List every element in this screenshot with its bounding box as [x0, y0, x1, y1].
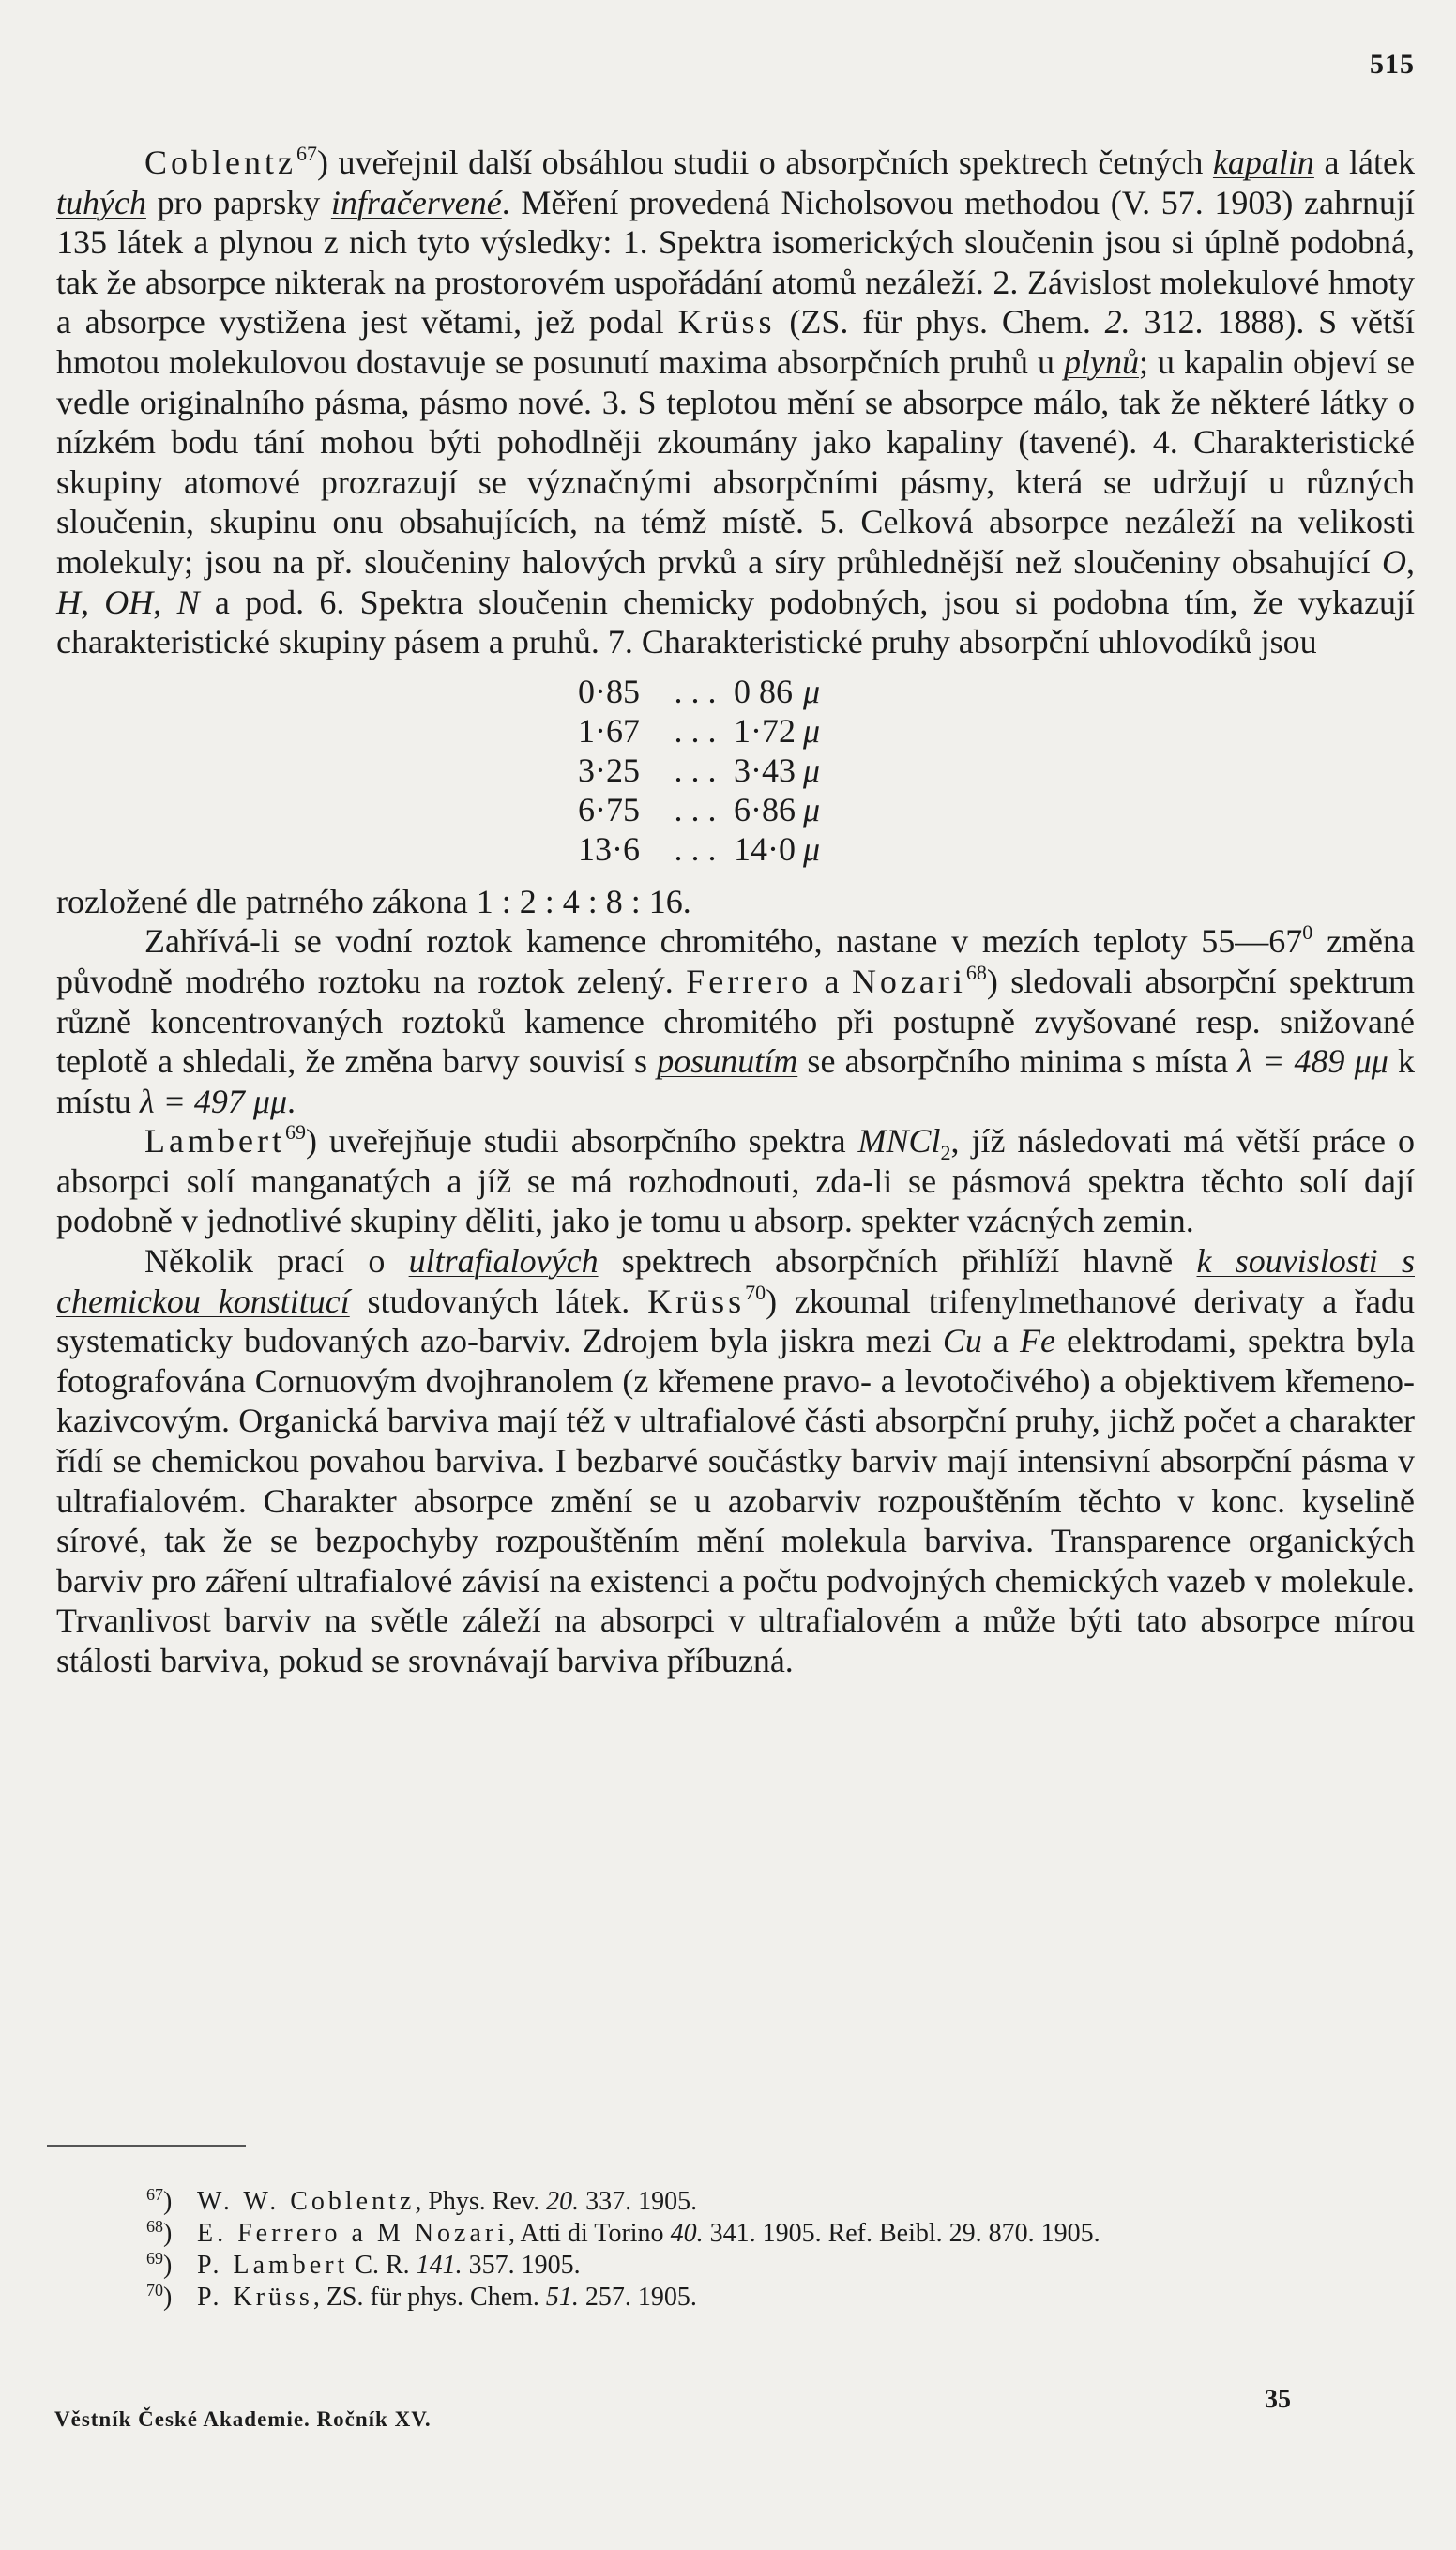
band-separator: . . .: [674, 672, 717, 710]
band-row: [578, 751, 820, 790]
footnote-author: P. Lambert: [197, 2251, 349, 2280]
text-run: Zahřívá-li se vodní roztok kamence chromitého, nastane v mezích teploty 55—67: [144, 922, 1303, 961]
text-run: , jíž následovati má větší práce o absorpci solí manganatých a jíž se má rozhodnouti, zda-li se pásmová spektra těchto solí dají podobně v jednotlivé skupiny děliti, jako je tomu u absorp. spekter vzácných zemin.: [56, 1122, 1415, 1240]
footnote-text: C. R.: [348, 2251, 417, 2280]
term-tuhych: tuhých: [56, 183, 146, 221]
footnote-volume: 51.: [545, 2283, 579, 2312]
band-separator: . . .: [674, 711, 717, 750]
band-high: 1·72: [734, 711, 796, 750]
footnote-item: [131, 2250, 1426, 2282]
text-run: elektrodami, spektra byla fotografována Cornuovým dvojhranolem (z křemene pravo- a levotočivého) a objektivem křemeno-kazivcovým. Organická barviva mají též v ultrafialové části absorpční pruhy, jichž počet a charakter řídí se chemickou povahou barviva. I bezbarvé součástky barviv mají intensivní absorpční pásma v ultrafialovém. Charakter absorpce změní se u azobarviv rozpouštěním těchto v konc. kyselině sírové, tak že se bezpochyby rozpouštěním mění molekula barviva. Transparence organických barviv pro záření ultrafialové závisí na existenci a počtu podvojných chemických vazeb v molekule. Trvanlivost barviv na světle záleží na absorpci v ultrafialovém a může býti tato absorpce mírou stálosti barviva, pokud se srovnávají barviva příbuzná.: [56, 1322, 1415, 1679]
term-ultrafialovych: ultrafialových: [408, 1242, 599, 1281]
text-run: spektrech absorpčních přihlíží hlavně: [598, 1242, 1197, 1281]
text-run: ) sledovali absorpční spektrum různě koncentrovaných roztoků kamence chromitého při postupně zvyšované resp. snižované teplotě a shledali, že změna barvy souvisí s: [56, 962, 1415, 1081]
text-run: ,: [1406, 542, 1415, 581]
text-run: pro paprsky: [145, 183, 331, 221]
volume-number: 2.: [1104, 303, 1130, 342]
band-unit: μ: [803, 790, 821, 828]
band-row: [578, 790, 820, 829]
term-infracervene: infračervené: [330, 183, 502, 221]
footnote-text: , Atti di Torino: [508, 2219, 671, 2248]
band-low: 6·75: [578, 790, 640, 828]
text-run: ) uveřejnil další obsáhlou studii o absorpčních spektrech četných: [316, 144, 1213, 181]
footnote-text: 357. 1905.: [462, 2251, 581, 2280]
term-kapalin: kapalin: [1212, 144, 1314, 181]
degree-mark: 0: [1302, 920, 1313, 945]
footnote-text: 257. 1905.: [578, 2283, 697, 2312]
band-unit: μ: [803, 751, 821, 789]
author-coblentz: Coblentz: [144, 144, 296, 181]
text-run: Několik prací o: [144, 1242, 409, 1281]
text-run: se absorpčního minima s místa: [797, 1042, 1238, 1081]
symbol-o: O: [1382, 542, 1406, 581]
band-low: 1·67: [578, 711, 640, 750]
footnotes: [131, 2186, 1426, 2314]
paragraph-law: rozložené dle patrného zákona 1 : 2 : 4 : 8 : 16.: [56, 882, 691, 920]
footnote-ref-68: 68: [965, 960, 987, 984]
footnote-text: , Phys. Rev.: [415, 2187, 547, 2216]
symbol-fe: Fe: [1019, 1322, 1055, 1360]
band-low: 3·25: [578, 751, 640, 789]
footnote-author: P. Krüss: [197, 2283, 313, 2312]
text-run: ,: [153, 583, 177, 621]
text-run: změna původně modrého roztoku na roztok zelený.: [56, 922, 1415, 1000]
journal-title: Věstník České Akademie. Ročník XV.: [54, 2407, 432, 2431]
footnote-volume: 141.: [416, 2251, 463, 2280]
symbol-cu: Cu: [942, 1322, 982, 1360]
band-row: [578, 829, 820, 869]
footnote-number: 70: [146, 2281, 163, 2300]
page-number: 515: [1370, 49, 1415, 80]
footnote-text: , ZS. für phys. Chem.: [312, 2283, 546, 2312]
footnote-volume: 40.: [670, 2219, 704, 2248]
band-low: 13·6: [578, 829, 640, 868]
footnote-number: 69: [146, 2249, 163, 2268]
footnote-mark: $^{69}$): [146, 2249, 173, 2280]
paragraph-coblentz: [56, 143, 1415, 662]
footnote-number: 68: [146, 2217, 163, 2236]
footnote-item: [131, 2186, 1426, 2218]
footnote-mark: $^{67}$): [146, 2185, 173, 2216]
text-run: ,: [81, 583, 105, 621]
band-high: 0 86: [734, 672, 793, 710]
footnote-volume: 20.: [546, 2187, 580, 2216]
text-run: k místu: [56, 1042, 1416, 1120]
band-unit: μ: [803, 711, 821, 750]
paragraph-ferrero: [56, 921, 1415, 1121]
band-row: [578, 711, 820, 751]
author-kruss: Krüss: [647, 1282, 746, 1320]
main-text: [56, 143, 1415, 1681]
footnote-number: 67: [146, 2185, 163, 2204]
symbol-h: H: [56, 583, 81, 621]
band-low: 0·85: [578, 672, 640, 710]
footnote-divider: [47, 2145, 246, 2147]
text-run: studovaných látek.: [349, 1282, 648, 1320]
band-separator: . . .: [674, 790, 717, 828]
text-run: a: [811, 962, 852, 1000]
symbol-n: N: [176, 583, 200, 621]
author-lambert: Lambert: [144, 1122, 285, 1161]
band-separator: . . .: [674, 829, 717, 868]
text-run: ) zkoumal trifenylmethanové derivaty a řadu systematicky budovaných azo-barviv. Zdrojem byla jiskra mezi: [56, 1282, 1415, 1360]
footnote-item: [131, 2218, 1426, 2250]
text-run: . Měření provedená Nicholsovou methodou (V. 57. 1903) zahrnují 135 látek a plynou z nich tyto výsledky: 1. Spektra isomerických sloučenin jsou si úplně podobná, tak že absorpce nikterak na prostorovém uspořádání atomů nezáleží. 2. Závislost molekulové hmoty a absorpce vystižena jest větami, jež podal: [56, 183, 1415, 342]
band-unit: μ: [803, 829, 821, 868]
text-run: a látek: [1313, 144, 1415, 181]
footnote-text: 341. 1905. Ref. Beibl. 29. 870. 1905.: [703, 2219, 1100, 2248]
footnote-author: W. W. Coblentz: [197, 2187, 416, 2216]
term-posunutim: posunutím: [657, 1042, 798, 1081]
paragraph-lambert: [56, 1121, 1415, 1241]
band-unit: μ: [803, 672, 821, 710]
text-run: 312. 1888). S větší hmotou molekulovou dostavuje se posunutí maxima absorpčních pruhů u: [56, 303, 1415, 381]
term-konstituci: k souvislosti s chemickou konstitucí: [56, 1242, 1415, 1320]
text-run: a: [981, 1322, 1020, 1360]
text-run: a pod. 6. Spektra sloučenin chemicky podobných, jsou si podobna tím, že vykazují charakteristické skupiny pásem a pruhů. 7. Charakteristické pruhy absorpční uhlovodíků jsou: [56, 583, 1415, 661]
term-plynu: plynů: [1064, 342, 1139, 381]
formula-subscript: 2: [940, 1141, 951, 1165]
paragraph-ultraviolet: [56, 1241, 1415, 1681]
footnote-item: [131, 2282, 1426, 2314]
text-run: (ZS. für phys. Chem.: [775, 303, 1105, 342]
band-high: 3·43: [734, 751, 796, 789]
formula-mncl2: MNCl: [857, 1122, 941, 1161]
absorption-bands-table: [578, 672, 820, 869]
band-separator: . . .: [674, 751, 717, 789]
band-high: 14·0: [734, 829, 796, 868]
wavelength-497: λ = 497 μμ: [140, 1082, 288, 1120]
footnote-mark: $^{68}$): [146, 2217, 173, 2248]
author-nozari: Nozari: [851, 962, 966, 1000]
band-high: 6·86: [734, 790, 796, 828]
band-row: [578, 672, 820, 711]
text-run: .: [287, 1082, 296, 1120]
author-kruss: Krüss: [677, 303, 776, 342]
footnote-ref-69: 69: [284, 1120, 306, 1145]
wavelength-489: λ = 489 μμ: [1237, 1042, 1388, 1081]
author-ferrero: Ferrero: [686, 962, 812, 1000]
footnote-text: 337. 1905.: [579, 2187, 698, 2216]
text-run: ; u kapalin objeví se vedle originalního pásma, pásmo nové. 3. S teplotou mění se absorpce málo, tak že některé látky o nízkém bodu tání mohou býti pohodlněji zkoumány jako kapaliny (tavené). 4. Charakteristické skupiny atomové prozrazují se význačnými absorpčními pásmy, která se udržují u různých sloučenin, skupinu onu obsahujících, na témž místě. 5. Celková absorpce nezáleží na velikosti molekuly; jsou na př. sloučeniny halových prvků a síry průhlednější než sloučeniny obsahující: [56, 342, 1415, 581]
text-run: ) uveřejňuje studii absorpčního spektra: [305, 1122, 858, 1161]
footnote-ref-67: 67: [296, 142, 317, 165]
footnote-mark: $^{70}$): [146, 2281, 173, 2312]
footnote-ref-70: 70: [745, 1280, 766, 1304]
sheet-number: 35: [1265, 2385, 1291, 2414]
footnote-author: E. Ferrero a M Nozari: [197, 2219, 509, 2248]
symbol-oh: OH: [104, 583, 154, 621]
